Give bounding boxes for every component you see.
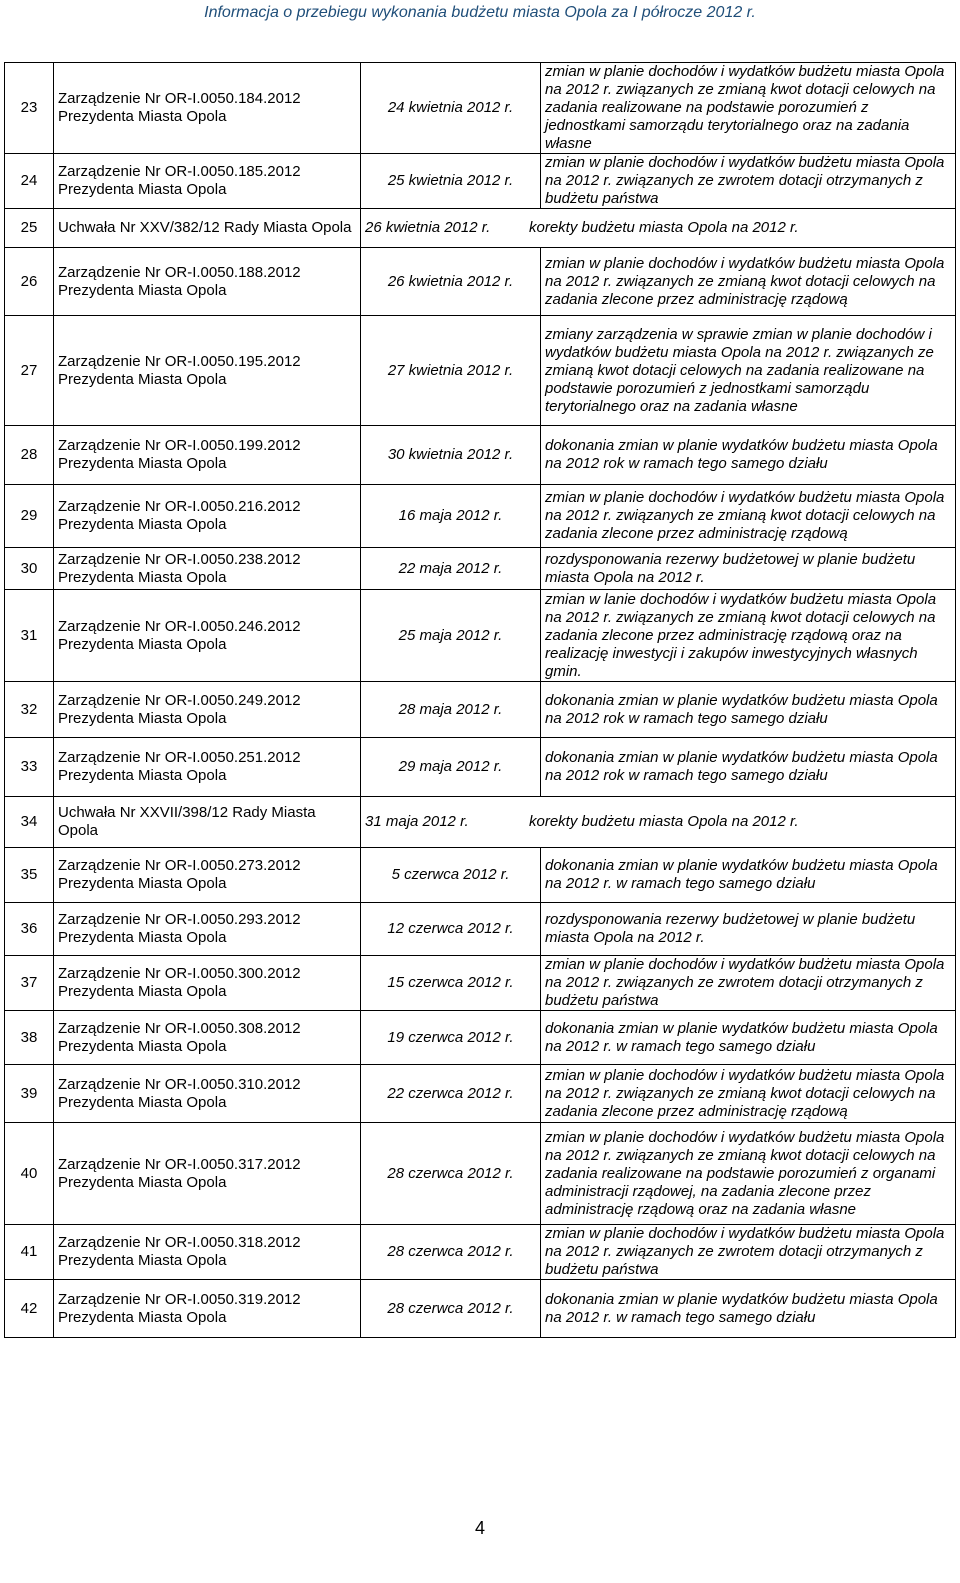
table-row	[5, 154, 956, 209]
document-date: 12 czerwca 2012 r.	[361, 903, 541, 956]
row-number: 31	[5, 590, 54, 682]
document-description: korekty budżetu miasta Opola na 2012 r.	[529, 219, 799, 236]
document-date: 19 czerwca 2012 r.	[361, 1011, 541, 1065]
document-date: 15 czerwca 2012 r.	[361, 956, 541, 1011]
row-number: 26	[5, 248, 54, 316]
document-description: zmian w planie dochodów i wydatków budżetu miasta Opola na 2012 r. związanych ze zwrotem dotacji otrzymanych z budżetu państwa	[541, 1225, 956, 1280]
document-date: 22 czerwca 2012 r.	[361, 1065, 541, 1123]
table-row	[5, 209, 956, 248]
document-name: Zarządzenie Nr OR-I.0050.199.2012 Prezydenta Miasta Opola	[54, 426, 361, 485]
table-row	[5, 738, 956, 797]
row-number: 24	[5, 154, 54, 209]
table-row	[5, 63, 956, 154]
document-name: Uchwała Nr XXVII/398/12 Rady Miasta Opola	[54, 797, 361, 848]
row-number: 40	[5, 1123, 54, 1225]
document-date: 5 czerwca 2012 r.	[361, 848, 541, 903]
table-row	[5, 1280, 956, 1338]
document-name: Zarządzenie Nr OR-I.0050.246.2012 Prezydenta Miasta Opola	[54, 590, 361, 682]
resolutions-table	[4, 62, 956, 1338]
document-date: 27 kwietnia 2012 r.	[361, 316, 541, 426]
document-date: 31 maja 2012 r.	[365, 813, 469, 830]
document-description: zmian w lanie dochodów i wydatków budżetu miasta Opola na 2012 r. związanych ze zmianą kwot dotacji celowych na zadania zlecone przez administrację rządową oraz na realizację inwestycji i zakupów inwestycyjnych własnych gmin.	[541, 590, 956, 682]
document-description: zmian w planie dochodów i wydatków budżetu miasta Opola na 2012 r. związanych ze zmianą kwot dotacji celowych na zadania zlecone przez administrację rządową	[541, 485, 956, 548]
document-name: Zarządzenie Nr OR-I.0050.317.2012 Prezydenta Miasta Opola	[54, 1123, 361, 1225]
row-number: 28	[5, 426, 54, 485]
table-row	[5, 426, 956, 485]
document-description: zmian w planie dochodów i wydatków budżetu miasta Opola na 2012 r. związanych ze zmianą kwot dotacji celowych na zadania realizowane na podstawie porozumień z organami administracji rządowej, na zadania zlecone przez administrację rządową oraz na zadania własne	[541, 1123, 956, 1225]
document-description: korekty budżetu miasta Opola na 2012 r.	[529, 813, 799, 830]
document-description: dokonania zmian w planie wydatków budżetu miasta Opola na 2012 rok w ramach tego samego działu	[541, 738, 956, 797]
document-date: 26 kwietnia 2012 r.	[361, 248, 541, 316]
document-name: Zarządzenie Nr OR-I.0050.238.2012 Prezydenta Miasta Opola	[54, 548, 361, 590]
row-number: 35	[5, 848, 54, 903]
document-name: Zarządzenie Nr OR-I.0050.184.2012 Prezydenta Miasta Opola	[54, 63, 361, 154]
row-number: 27	[5, 316, 54, 426]
row-number: 34	[5, 797, 54, 848]
table-row	[5, 248, 956, 316]
document-date: 16 maja 2012 r.	[361, 485, 541, 548]
table-row	[5, 485, 956, 548]
page-header: Informacja o przebiegu wykonania budżetu miasta Opola za I półrocze 2012 r.	[204, 4, 756, 21]
document-description: rozdysponowania rezerwy budżetowej w planie budżetu miasta Opola na 2012 r.	[541, 548, 956, 590]
document-name: Zarządzenie Nr OR-I.0050.188.2012 Prezydenta Miasta Opola	[54, 248, 361, 316]
document-description: dokonania zmian w planie wydatków budżetu miasta Opola na 2012 r. w ramach tego samego działu	[541, 1011, 956, 1065]
table-row	[5, 956, 956, 1011]
document-date: 28 czerwca 2012 r.	[361, 1280, 541, 1338]
document-name: Zarządzenie Nr OR-I.0050.195.2012 Prezydenta Miasta Opola	[54, 316, 361, 426]
row-number: 39	[5, 1065, 54, 1123]
table-row	[5, 1065, 956, 1123]
row-number: 36	[5, 903, 54, 956]
document-date: 25 maja 2012 r.	[361, 590, 541, 682]
document-description: rozdysponowania rezerwy budżetowej w planie budżetu miasta Opola na 2012 r.	[541, 903, 956, 956]
document-name: Zarządzenie Nr OR-I.0050.318.2012 Prezydenta Miasta Opola	[54, 1225, 361, 1280]
document-date: 22 maja 2012 r.	[361, 548, 541, 590]
table-row	[5, 682, 956, 738]
table-row	[5, 316, 956, 426]
document-description: zmian w planie dochodów i wydatków budżetu miasta Opola na 2012 r. związanych ze zwrotem dotacji otrzymanych z budżetu państwa	[541, 956, 956, 1011]
table-row	[5, 548, 956, 590]
table-row	[5, 903, 956, 956]
document-name: Zarządzenie Nr OR-I.0050.273.2012 Prezydenta Miasta Opola	[54, 848, 361, 903]
document-name: Uchwała Nr XXV/382/12 Rady Miasta Opola	[54, 209, 361, 248]
document-date: 28 czerwca 2012 r.	[361, 1225, 541, 1280]
document-description: zmian w planie dochodów i wydatków budżetu miasta Opola na 2012 r. związanych ze zmianą kwot dotacji celowych na zadania zlecone przez administrację rządową	[541, 248, 956, 316]
document-description: dokonania zmian w planie wydatków budżetu miasta Opola na 2012 rok w ramach tego samego działu	[541, 682, 956, 738]
row-number: 37	[5, 956, 54, 1011]
document-description: zmiany zarządzenia w sprawie zmian w planie dochodów i wydatków budżetu miasta Opola na 2012 r. związanych ze zmianą kwot dotacji celowych na zadania realizowane na podstawie porozumień z jednostkami samorządu terytorialnego oraz na zadania własne	[541, 316, 956, 426]
document-name: Zarządzenie Nr OR-I.0050.300.2012 Prezydenta Miasta Opola	[54, 956, 361, 1011]
row-number: 29	[5, 485, 54, 548]
document-description: dokonania zmian w planie wydatków budżetu miasta Opola na 2012 rok w ramach tego samego działu	[541, 426, 956, 485]
document-date: 29 maja 2012 r.	[361, 738, 541, 797]
table-row	[5, 1225, 956, 1280]
table-row	[5, 1011, 956, 1065]
document-date: 30 kwietnia 2012 r.	[361, 426, 541, 485]
row-number: 33	[5, 738, 54, 797]
page-number: 4	[474, 1518, 485, 1538]
date-and-description	[361, 797, 956, 848]
document-description: zmian w planie dochodów i wydatków budżetu miasta Opola na 2012 r. związanych ze zmianą kwot dotacji celowych na zadania zlecone przez administrację rządową	[541, 1065, 956, 1123]
date-and-description	[361, 209, 956, 248]
row-number: 25	[5, 209, 54, 248]
document-name: Zarządzenie Nr OR-I.0050.308.2012 Prezydenta Miasta Opola	[54, 1011, 361, 1065]
document-description: dokonania zmian w planie wydatków budżetu miasta Opola na 2012 r. w ramach tego samego działu	[541, 1280, 956, 1338]
row-number: 41	[5, 1225, 54, 1280]
document-name: Zarządzenie Nr OR-I.0050.293.2012 Prezydenta Miasta Opola	[54, 903, 361, 956]
document-description: zmian w planie dochodów i wydatków budżetu miasta Opola na 2012 r. związanych ze zwrotem dotacji otrzymanych z budżetu państwa	[541, 154, 956, 209]
row-number: 30	[5, 548, 54, 590]
table-row	[5, 1123, 956, 1225]
row-number: 38	[5, 1011, 54, 1065]
document-name: Zarządzenie Nr OR-I.0050.249.2012 Prezydenta Miasta Opola	[54, 682, 361, 738]
document-description: zmian w planie dochodów i wydatków budżetu miasta Opola na 2012 r. związanych ze zmianą kwot dotacji celowych na zadania realizowane na podstawie porozumień z jednostkami samorządu terytorialnego oraz na zadania własne	[541, 63, 956, 154]
table-body	[5, 63, 956, 1338]
table-row	[5, 797, 956, 848]
document-date: 28 czerwca 2012 r.	[361, 1123, 541, 1225]
document-date: 26 kwietnia 2012 r.	[365, 219, 491, 236]
document-name: Zarządzenie Nr OR-I.0050.319.2012 Prezydenta Miasta Opola	[54, 1280, 361, 1338]
document-description: dokonania zmian w planie wydatków budżetu miasta Opola na 2012 r. w ramach tego samego działu	[541, 848, 956, 903]
row-number: 23	[5, 63, 54, 154]
document-name: Zarządzenie Nr OR-I.0050.251.2012 Prezydenta Miasta Opola	[54, 738, 361, 797]
document-date: 28 maja 2012 r.	[361, 682, 541, 738]
document-name: Zarządzenie Nr OR-I.0050.310.2012 Prezydenta Miasta Opola	[54, 1065, 361, 1123]
document-name: Zarządzenie Nr OR-I.0050.185.2012 Prezydenta Miasta Opola	[54, 154, 361, 209]
table-row	[5, 848, 956, 903]
table-row	[5, 590, 956, 682]
document-date: 25 kwietnia 2012 r.	[361, 154, 541, 209]
row-number: 42	[5, 1280, 54, 1338]
row-number: 32	[5, 682, 54, 738]
document-date: 24 kwietnia 2012 r.	[361, 63, 541, 154]
document-name: Zarządzenie Nr OR-I.0050.216.2012 Prezydenta Miasta Opola	[54, 485, 361, 548]
